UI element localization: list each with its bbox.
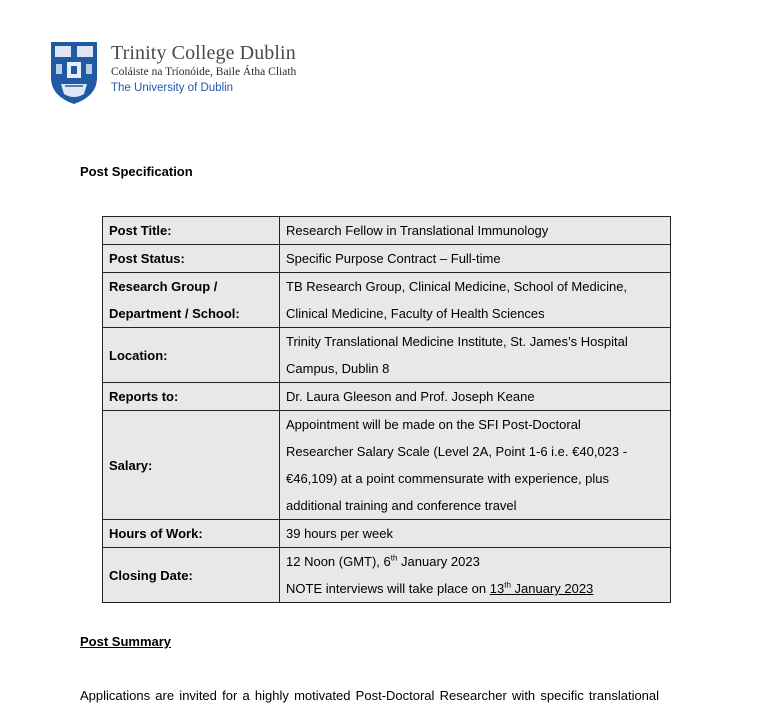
reports-to-value: Dr. Laura Gleeson and Prof. Joseph Keane [286, 389, 535, 404]
post-status-value: Specific Purpose Contract – Full-time [286, 251, 501, 266]
post-title-label: Post Title: [109, 223, 172, 238]
post-summary-text: Applications are invited for a highly motivated Post-Doctoral Researcher with specific translational [80, 688, 660, 703]
post-status-label: Post Status: [109, 251, 185, 266]
tcd-crest-icon [49, 40, 99, 106]
closing-date-value: 12 Noon (GMT), 6th January 2023 [286, 553, 480, 569]
interview-date: 13th January 2023 [489, 580, 594, 596]
research-group-label-line1: Research Group / [109, 279, 218, 294]
university-name: The University of Dublin [111, 82, 234, 94]
post-title-value: Research Fellow in Translational Immunology [286, 223, 549, 238]
salary-value-line1: Appointment will be made on the SFI Post-Doctoral [286, 417, 581, 432]
salary-label: Salary: [109, 457, 153, 473]
table-row-location [103, 328, 671, 383]
salary-value-line3: €46,109) at a point commensurate with experience, plus [286, 471, 610, 486]
reports-to-label: Reports to: [109, 389, 179, 404]
salary-value-line4: additional training and conference travel [286, 498, 517, 513]
research-group-value-line2: Clinical Medicine, Faculty of Health Sciences [286, 306, 545, 321]
post-spec-table [102, 216, 671, 603]
table-row-hours [103, 520, 671, 548]
table-row-reports-to [103, 383, 671, 411]
hours-label: Hours of Work: [109, 526, 203, 541]
tcd-logo [49, 40, 309, 110]
table-row-closing-date [103, 548, 671, 603]
table-row-post-status [103, 245, 671, 273]
research-group-label-line2: Department / School: [109, 306, 240, 321]
closing-date-label: Closing Date: [109, 567, 193, 583]
salary-value-line2: Researcher Salary Scale (Level 2A, Point 1-6 i.e. €40,023 - [286, 444, 628, 459]
table-row-post-title [103, 217, 671, 245]
table-row-research-group [103, 273, 671, 328]
institution-name: Trinity College Dublin [111, 42, 296, 64]
page-title: Post Specification [80, 164, 193, 179]
location-value-line2: Campus, Dublin 8 [286, 361, 390, 376]
location-value-line1: Trinity Translational Medicine Institute, St. James’s Hospital [286, 334, 628, 349]
location-label: Location: [109, 347, 168, 363]
table-row-salary [103, 411, 671, 520]
institution-irish-name: Coláiste na Tríonóide, Baile Átha Cliath [111, 66, 297, 78]
hours-value: 39 hours per week [286, 526, 393, 541]
post-summary-heading: Post Summary [80, 634, 172, 649]
interview-note: NOTE interviews will take place on 13th January 2023 [286, 580, 594, 596]
research-group-value-line1: TB Research Group, Clinical Medicine, School of Medicine, [286, 279, 628, 294]
